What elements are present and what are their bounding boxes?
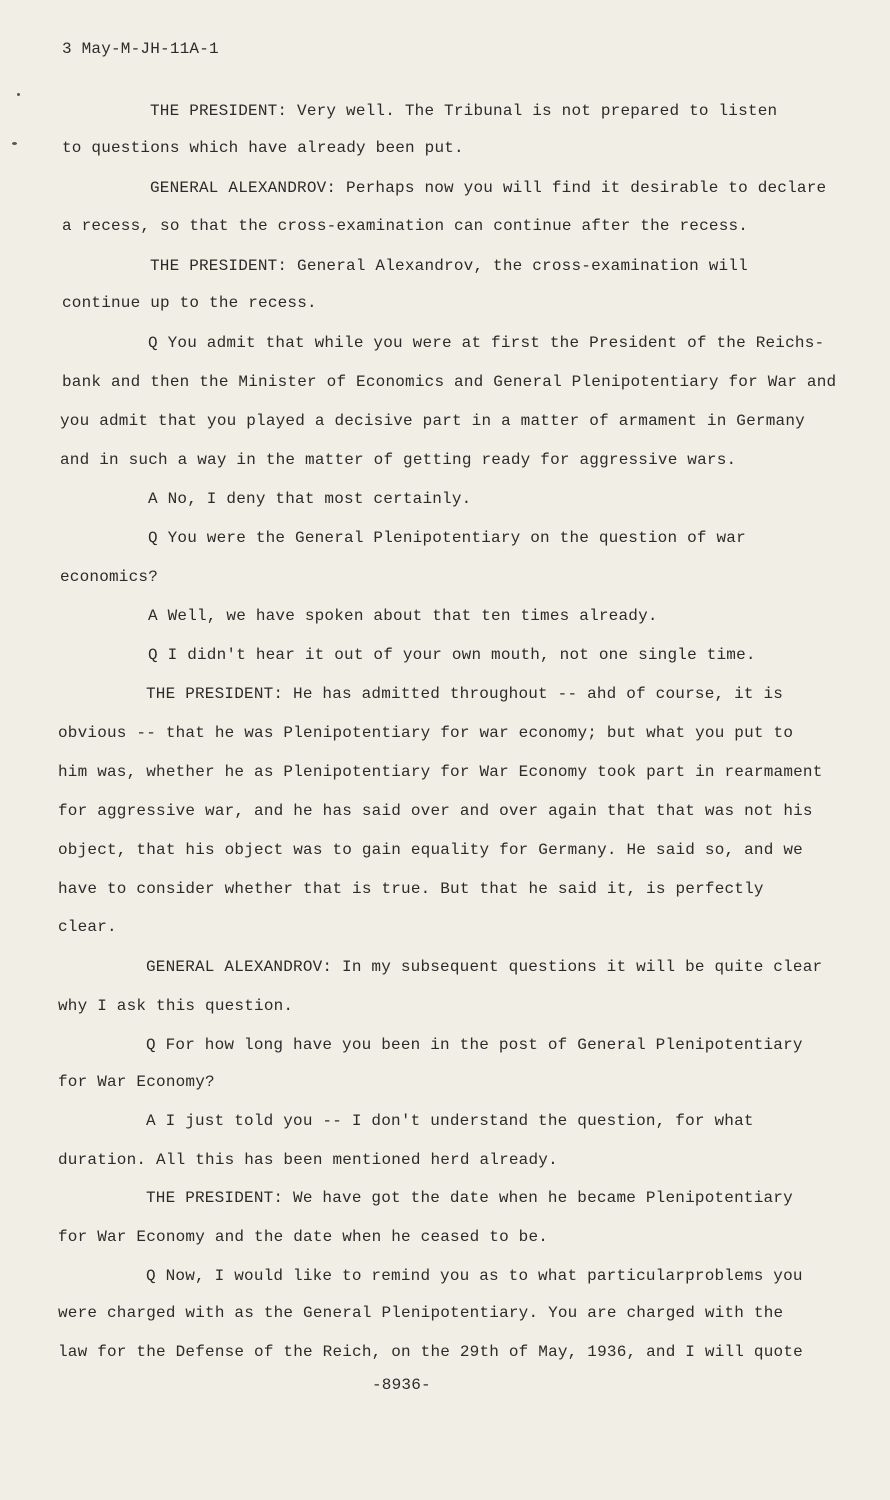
transcript-line: were charged with as the General Plenipotentiary. You are charged with the [58,1304,784,1322]
page-number: -8936- [372,1376,431,1394]
transcript-line: for War Economy? [58,1073,215,1091]
transcript-line: for War Economy and the date when he ceased to be. [58,1228,549,1246]
transcript-line: you admit that you played a decisive part in a matter of armament in Germany [60,412,805,430]
transcript-line: A Well, we have spoken about that ten times already. [148,607,658,625]
margin-mark [17,93,20,96]
transcript-line: GENERAL ALEXANDROV: Perhaps now you will find it desirable to declare [150,179,827,197]
transcript-line: Q You admit that while you were at first the President of the Reichs- [148,334,825,352]
transcript-line: THE PRESIDENT: He has admitted throughout -- ahd of course, it is [146,685,784,703]
transcript-line: bank and then the Minister of Economics and General Plenipotentiary for War and [62,373,837,391]
document-reference: 3 May-M-JH-11A-1 [62,40,219,58]
transcript-line: Q Now, I would like to remind you as to what particularproblems you [146,1267,803,1285]
transcript-line: continue up to the recess. [62,294,317,312]
transcript-line: him was, whether he as Plenipotentiary for War Economy took part in rearmament [58,763,823,781]
transcript-line: THE PRESIDENT: Very well. The Tribunal is not prepared to listen [150,102,778,120]
margin-mark [12,142,17,145]
transcript-line: clear. [58,918,117,936]
transcript-line: economics? [60,568,159,586]
transcript-line: Q You were the General Plenipotentiary on the question of war [148,529,746,547]
transcript-line: have to consider whether that is true. But that he said it, is perfectly [58,880,764,898]
transcript-line: A I just told you -- I don't understand the question, for what [146,1112,754,1130]
transcript-line: duration. All this has been mentioned herd already. [58,1151,558,1169]
transcript-line: GENERAL ALEXANDROV: In my subsequent questions it will be quite clear [146,958,823,976]
transcript-line: A No, I deny that most certainly. [148,490,472,508]
transcript-line: a recess, so that the cross-examination can continue after the recess. [62,217,749,235]
transcript-line: Q I didn't hear it out of your own mouth, not one single time. [148,646,756,664]
transcript-line: why I ask this question. [58,997,294,1015]
transcript-line: obvious -- that he was Plenipotentiary for war economy; but what you put to [58,724,794,742]
transcript-line: Q For how long have you been in the post of General Plenipotentiary [146,1036,803,1054]
transcript-line: for aggressive war, and he has said over and over again that that was not his [58,802,813,820]
transcript-line: THE PRESIDENT: We have got the date when he became Plenipotentiary [146,1189,793,1207]
transcript-line: object, that his object was to gain equality for Germany. He said so, and we [58,841,803,859]
transcript-line: and in such a way in the matter of getting ready for aggressive wars. [60,451,737,469]
transcript-line: THE PRESIDENT: General Alexandrov, the cross-examination will [150,257,748,275]
transcript-line: to questions which have already been put. [62,139,464,157]
transcript-line: law for the Defense of the Reich, on the 29th of May, 1936, and I will quote [58,1343,803,1361]
